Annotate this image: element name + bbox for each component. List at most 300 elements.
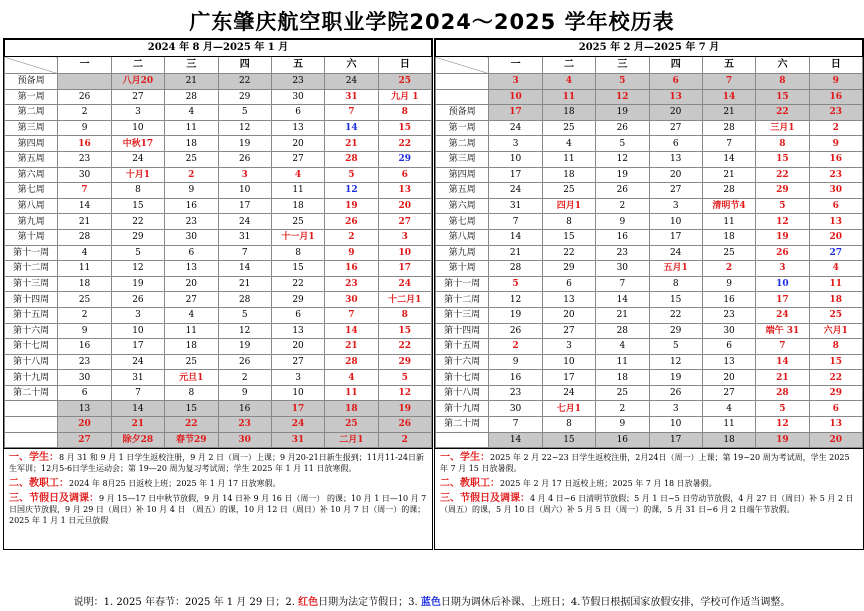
week-row [5,198,432,214]
date-cell: 30 [325,292,378,308]
weekday-header: 四 [218,57,271,74]
date-cell: 25 [542,120,595,136]
date-cell: 21 [702,167,755,183]
week-label: 第十六周 [436,354,489,370]
date-cell: 22 [271,276,324,292]
date-cell: 3 [111,105,164,121]
date-cell: 18 [542,105,595,121]
date-cell: 8 [649,276,702,292]
date-cell: 19 [596,167,649,183]
date-cell: 18 [702,432,755,448]
date-cell: 10 [542,354,595,370]
date-cell: 27 [702,385,755,401]
date-cell: 14 [325,120,378,136]
week-row [5,89,432,105]
week-label: 第八周 [436,229,489,245]
date-cell: 21 [325,339,378,355]
weekday-header: 六 [756,57,809,74]
date-cell: 17 [271,401,324,417]
date-cell: 20 [649,105,702,121]
date-cell: 20 [542,307,595,323]
date-cell: 6 [165,245,218,261]
date-cell: 14 [489,432,542,448]
date-cell: 29 [111,229,164,245]
date-cell: 15 [165,401,218,417]
date-cell: 5 [596,136,649,152]
date-cell: 22 [218,74,271,90]
date-cell: 21 [756,370,809,386]
date-cell: 21 [165,74,218,90]
date-cell: 12 [756,214,809,230]
date-cell: 24 [218,214,271,230]
date-cell: 6 [809,401,862,417]
date-cell [58,74,111,90]
note-text: 9 月 15—17 日中秋节放假，9 月 14 日补 9 月 16 日（周一） 的课；10 月 1 日—10 月 7 日国庆节放假，9 月 29 日（周日）补 10 月 4 日 （周五）的课，10 月 12 日（周日）补 10 月 7 日（周一）的课；2025 年 1 月 1 日元旦放假 [9,494,427,526]
date-cell: 4 [809,261,862,277]
date-cell: 30 [489,401,542,417]
date-cell: 9 [809,74,862,90]
weekday-header-row [5,57,432,74]
date-cell: 28 [702,120,755,136]
date-cell: 14 [58,198,111,214]
week-label: 第十八周 [436,385,489,401]
date-cell: 12 [649,354,702,370]
date-cell: 28 [756,385,809,401]
date-cell: 6 [649,74,702,90]
corner-cell [436,57,489,74]
week-row [5,354,432,370]
week-label [436,89,489,105]
date-cell: 15 [378,120,431,136]
week-label: 预备周 [5,74,58,90]
date-cell: 26 [596,183,649,199]
date-cell: 18 [58,276,111,292]
week-row [5,136,432,152]
week-row [436,120,863,136]
date-cell: 15 [756,151,809,167]
date-cell: 27 [649,183,702,199]
week-row [436,151,863,167]
date-cell: 五月1 [649,261,702,277]
date-cell: 4 [702,401,755,417]
date-cell: 5 [756,198,809,214]
date-cell: 3 [649,401,702,417]
date-cell: 7 [596,276,649,292]
date-cell: 17 [489,105,542,121]
date-cell: 12 [756,417,809,433]
footer-text-2: 日期为法定节假日；3. [318,597,418,608]
date-cell: 7 [325,105,378,121]
week-row [436,245,863,261]
date-cell: 8 [271,245,324,261]
date-cell: 九月 1 [378,89,431,105]
date-cell: 24 [756,307,809,323]
date-cell: 29 [756,183,809,199]
week-row [436,276,863,292]
date-cell: 22 [756,105,809,121]
weekday-header: 六 [325,57,378,74]
date-cell: 7 [702,136,755,152]
week-row [436,323,863,339]
date-cell: 4 [271,167,324,183]
date-cell: 22 [165,417,218,433]
week-label: 第十三周 [436,307,489,323]
date-cell: 21 [218,276,271,292]
date-cell: 23 [809,167,862,183]
date-cell: 17 [649,229,702,245]
week-row [436,229,863,245]
date-cell: 19 [218,136,271,152]
date-cell: 5 [218,105,271,121]
date-cell: 8 [378,307,431,323]
date-cell: 17 [649,432,702,448]
date-cell: 25 [542,183,595,199]
date-cell: 12 [218,120,271,136]
date-cell: 11 [542,151,595,167]
date-cell: 27 [649,120,702,136]
date-cell: 19 [325,198,378,214]
date-cell: 十二月1 [378,292,431,308]
note-text: 4 月 4 日~6 日清明节放假；5 月 1 日~5 日劳动节放假，4 月 27 日（周日）补 5 月 2 日（周五）的课，5 月 10 日（周六）补 5 月 5 日（周一）的课，5 月 31 日~6 月 2 日端午节放假。 [440,494,854,515]
date-cell: 28 [702,183,755,199]
date-cell: 25 [58,292,111,308]
week-row [5,432,432,448]
date-cell: 13 [58,401,111,417]
date-cell: 16 [58,136,111,152]
weekday-header: 三 [165,57,218,74]
week-row [436,74,863,90]
date-cell: 7 [756,339,809,355]
semester-1-panel [3,38,433,550]
week-row [436,370,863,386]
date-cell: 2 [596,198,649,214]
week-label: 第九周 [436,245,489,261]
date-cell: 18 [271,198,324,214]
date-cell: 11 [809,276,862,292]
date-cell: 27 [111,89,164,105]
date-cell: 9 [596,214,649,230]
date-cell: 11 [271,183,324,199]
date-cell: 18 [596,370,649,386]
week-label: 第二十周 [5,385,58,401]
note-heading: 三、节假日及调课： [9,493,99,505]
date-cell: 7 [218,245,271,261]
weekday-header: 二 [111,57,164,74]
note-text: 8 月 31 和 9 月 1 日学生返校注册，9 月 2 日（周一）上课；9 月20-21日新生报到；11月11-24日新生军训；12月5-6日学生运动会；第 19—20 周为复习考试周；学生 2025 年 1 月 11 日放寒假。 [9,453,424,474]
date-cell: 10 [489,151,542,167]
date-cell: 29 [542,261,595,277]
date-cell: 六月1 [809,323,862,339]
week-label: 第十七周 [436,370,489,386]
date-cell: 28 [165,89,218,105]
date-cell: 24 [542,385,595,401]
date-cell: 二月1 [325,432,378,448]
date-cell: 18 [809,292,862,308]
date-cell: 9 [596,417,649,433]
week-label: 第十七周 [5,339,58,355]
week-label [5,401,58,417]
date-cell: 23 [702,307,755,323]
week-label: 第十周 [5,229,58,245]
week-label [5,417,58,433]
date-cell: 8 [756,74,809,90]
week-label: 第十一周 [5,245,58,261]
week-label [436,74,489,90]
date-cell: 16 [165,198,218,214]
week-label: 第六周 [436,198,489,214]
weekday-header: 四 [649,57,702,74]
week-row [436,292,863,308]
date-cell: 14 [325,323,378,339]
week-label: 第十周 [436,261,489,277]
date-cell: 30 [58,167,111,183]
week-label: 第十八周 [5,354,58,370]
date-cell: 26 [756,245,809,261]
date-cell: 2 [165,167,218,183]
date-cell: 5 [649,339,702,355]
date-cell: 3 [756,261,809,277]
date-cell: 除夕28 [111,432,164,448]
date-cell: 31 [271,432,324,448]
date-cell: 15 [756,89,809,105]
date-cell: 24 [111,354,164,370]
weekday-header: 一 [58,57,111,74]
date-cell: 20 [58,417,111,433]
date-cell: 12 [489,292,542,308]
week-label: 第三周 [5,120,58,136]
semester-2-calendar [435,39,863,448]
date-cell: 13 [378,183,431,199]
date-cell: 16 [596,229,649,245]
note-heading: 一、学生： [9,452,59,464]
note-paragraph [9,452,427,474]
date-cell: 26 [378,417,431,433]
date-cell: 20 [271,136,324,152]
date-cell: 27 [809,245,862,261]
date-cell: 13 [542,292,595,308]
week-row [436,183,863,199]
date-cell: 28 [58,229,111,245]
date-cell: 春节29 [165,432,218,448]
date-cell: 30 [218,432,271,448]
note-paragraph [440,478,858,489]
date-cell: 19 [218,339,271,355]
date-cell: 14 [489,229,542,245]
week-row [5,307,432,323]
date-cell: 11 [542,89,595,105]
date-cell: 11 [325,385,378,401]
date-cell: 23 [165,214,218,230]
weekday-header-row [436,57,863,74]
date-cell: 8 [111,183,164,199]
week-row [436,136,863,152]
week-row [436,307,863,323]
date-cell: 9 [325,245,378,261]
date-cell: 18 [165,136,218,152]
date-cell: 14 [702,89,755,105]
week-label: 第四周 [436,167,489,183]
date-cell: 元旦1 [165,370,218,386]
week-row [436,339,863,355]
date-cell: 17 [218,198,271,214]
date-cell: 5 [378,370,431,386]
note-heading: 一、学生： [440,452,490,464]
date-cell: 23 [58,151,111,167]
week-row [5,105,432,121]
date-cell: 16 [218,401,271,417]
date-cell: 5 [596,74,649,90]
date-cell: 24 [489,120,542,136]
week-row [436,385,863,401]
date-cell: 10 [378,245,431,261]
week-label: 第十六周 [5,323,58,339]
date-cell: 8 [756,136,809,152]
date-cell: 15 [378,323,431,339]
date-cell: 三月1 [756,120,809,136]
date-cell: 7 [58,183,111,199]
date-cell: 11 [165,323,218,339]
date-cell: 12 [218,323,271,339]
week-label: 第四周 [5,136,58,152]
date-cell: 13 [165,261,218,277]
date-cell: 21 [325,136,378,152]
date-cell: 25 [702,245,755,261]
week-label [5,432,58,448]
date-cell: 12 [111,261,164,277]
note-paragraph [9,493,427,526]
note-paragraph [440,452,858,474]
week-row [5,120,432,136]
date-cell: 22 [111,214,164,230]
date-cell: 9 [809,136,862,152]
date-cell: 10 [111,323,164,339]
date-cell: 5 [325,167,378,183]
date-cell: 31 [489,198,542,214]
week-row [436,105,863,121]
date-cell: 9 [489,354,542,370]
week-row [436,261,863,277]
date-cell: 18 [165,339,218,355]
date-cell: 19 [756,229,809,245]
date-cell: 15 [649,292,702,308]
date-cell: 清明节4 [702,198,755,214]
date-cell: 31 [218,229,271,245]
semester-range-row [5,40,432,57]
week-row [5,261,432,277]
date-cell: 25 [165,354,218,370]
week-label: 第二十周 [436,417,489,433]
date-cell: 27 [271,354,324,370]
footer-text-1: 说明：1. 2025 年春节：2025 年 1 月 29 日；2. [73,597,295,608]
date-cell: 21 [489,245,542,261]
date-cell: 28 [325,354,378,370]
date-cell: 6 [542,276,595,292]
date-cell: 21 [596,307,649,323]
date-cell: 13 [809,417,862,433]
note-paragraph [9,478,427,489]
date-cell: 26 [325,214,378,230]
date-cell: 30 [596,261,649,277]
date-cell: 八月20 [111,74,164,90]
date-cell: 7 [325,307,378,323]
note-heading: 三、节假日及调课： [440,493,530,505]
date-cell: 30 [165,229,218,245]
date-cell: 22 [649,307,702,323]
week-label: 预备周 [436,105,489,121]
date-cell: 29 [218,89,271,105]
date-cell: 十月1 [111,167,164,183]
date-cell: 20 [378,198,431,214]
week-label: 第八周 [5,198,58,214]
date-cell: 6 [378,167,431,183]
date-cell: 18 [542,167,595,183]
date-cell: 27 [271,151,324,167]
date-cell: 16 [809,89,862,105]
date-cell: 19 [489,307,542,323]
date-cell: 16 [809,151,862,167]
date-cell: 9 [58,323,111,339]
date-cell: 10 [271,385,324,401]
week-row [5,183,432,199]
date-cell: 27 [378,214,431,230]
date-cell: 11 [58,261,111,277]
date-cell: 28 [325,151,378,167]
date-cell: 14 [756,354,809,370]
date-cell: 3 [489,136,542,152]
date-cell: 十一月1 [271,229,324,245]
date-cell: 26 [58,89,111,105]
footer-blue-word: 蓝色 [420,597,441,608]
date-cell: 17 [756,292,809,308]
date-cell: 2 [58,307,111,323]
date-cell: 7 [111,385,164,401]
week-label: 第二周 [436,136,489,152]
date-cell: 8 [809,339,862,355]
week-row [5,401,432,417]
date-cell: 2 [809,120,862,136]
date-cell: 13 [271,323,324,339]
week-row [436,401,863,417]
date-cell: 25 [165,151,218,167]
date-cell: 8 [542,417,595,433]
date-cell: 29 [649,323,702,339]
date-cell: 4 [58,245,111,261]
semester-range: 2024 年 8 月—2025 年 1 月 [5,40,432,57]
date-cell: 13 [649,151,702,167]
week-row [5,151,432,167]
date-cell: 4 [325,370,378,386]
week-row [436,432,863,448]
week-row [5,229,432,245]
date-cell: 24 [111,151,164,167]
week-label: 第十二周 [436,292,489,308]
weekday-header: 五 [702,57,755,74]
week-label: 第十二周 [5,261,58,277]
note-paragraph [440,493,858,515]
date-cell: 23 [596,245,649,261]
date-cell: 3 [218,167,271,183]
date-cell: 13 [702,354,755,370]
date-cell: 3 [111,307,164,323]
date-cell: 端午 31 [756,323,809,339]
date-cell: 25 [809,307,862,323]
date-cell: 24 [649,245,702,261]
date-cell: 21 [702,105,755,121]
weekday-header: 日 [378,57,431,74]
week-label [436,432,489,448]
date-cell: 13 [271,120,324,136]
date-cell: 3 [649,198,702,214]
